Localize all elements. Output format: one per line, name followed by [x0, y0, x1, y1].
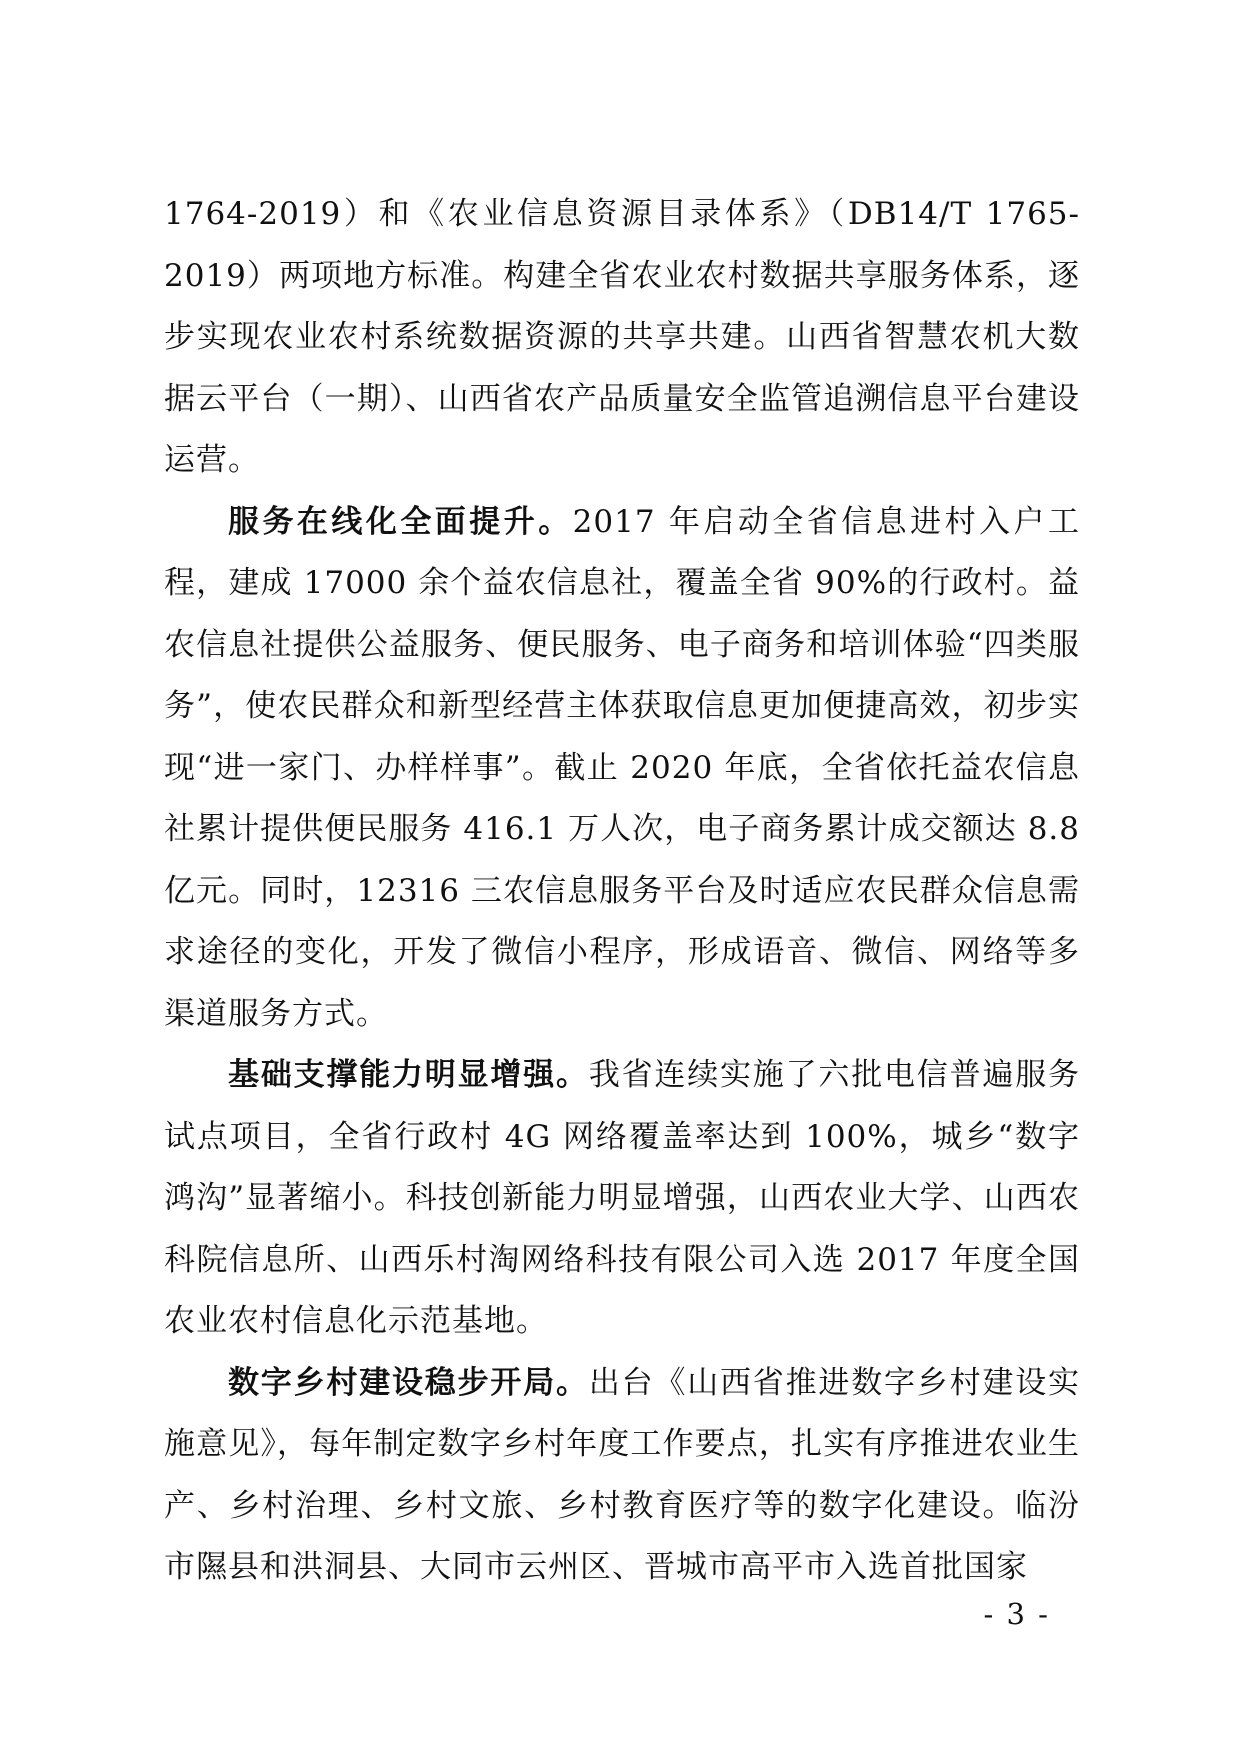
paragraph-continuation: [164, 184, 1080, 492]
paragraph-service-online: [164, 492, 1080, 1046]
paragraph-heading: 基础支撑能力明显增强。: [228, 1057, 589, 1093]
page-number: - 3 -: [983, 1597, 1050, 1631]
paragraph-body: 2017 年启动全省信息进村入户工程，建成 17000 余个益农信息社，覆盖全省 90%的行政村。益农信息社提供公益服务、便民服务、电子商务和培训体验“四类服务”，使农民群众和新型经营主体获取信息更加便捷高效，初步实现“进一家门、办样样事”。截止 2020 年底，全省依托益农信息社累计提供便民服务 416.1 万人次，电子商务累计成交额达 8.8 亿元。同时，12316 三农信息服务平台及时适应农民群众信息需求途径的变化，开发了微信小程序，形成语音、微信、网络等多渠道服务方式。: [164, 503, 1081, 1032]
paragraph-infrastructure: [164, 1045, 1080, 1353]
paragraph-digital-village: [164, 1353, 1080, 1599]
paragraph-heading: 数字乡村建设稳步开局。: [228, 1364, 589, 1401]
paragraph-heading: 服务在线化全面提升。: [228, 503, 573, 540]
document-page: [164, 184, 1080, 1599]
paragraph-body: 1764-2019）和《农业信息资源目录体系》（DB14/T 1765-2019）两项地方标准。构建全省农业农村数据共享服务体系，逐步实现农业农村系统数据资源的共享共建。山西省智慧农机大数据云平台（一期）、山西省农产品质量安全监管追溯信息平台建设运营。: [164, 196, 1080, 478]
paragraph-body: 我省连续实施了六批电信普遍服务试点项目，全省行政村 4G 网络覆盖率达到 100%，城乡“数字鸿沟”显著缩小。科技创新能力明显增强，山西农业大学、山西农科院信息所、山西乐村淘网络科技有限公司入选 2017 年度全国农业农村信息化示范基地。: [164, 1057, 1081, 1339]
paragraph-body: 出台《山西省推进数字乡村建设实施意见》，每年制定数字乡村年度工作要点，扎实有序推进农业生产、乡村治理、乡村文旅、乡村教育医疗等的数字化建设。临汾市隰县和洪洞县、大同市云州区、晋城市高平市入选首批国家: [164, 1364, 1081, 1585]
